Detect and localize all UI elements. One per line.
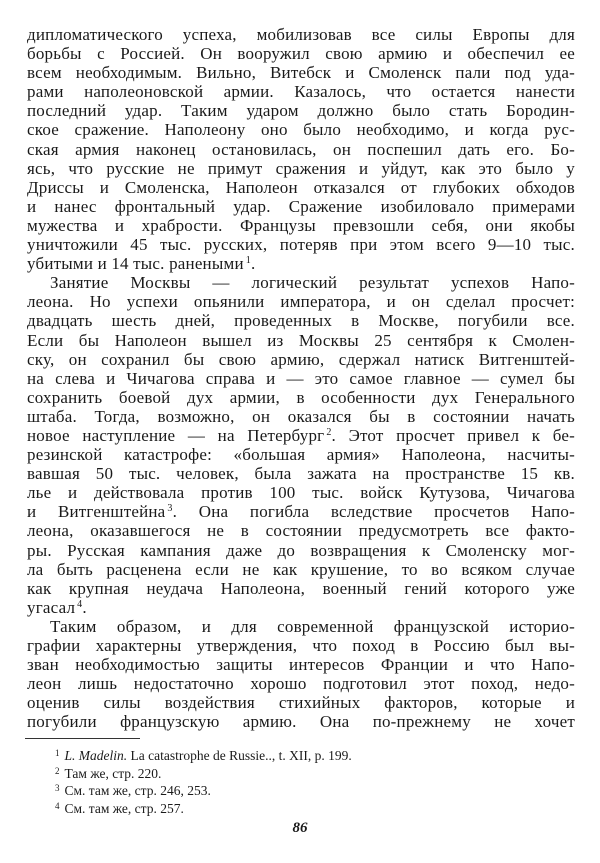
text-line <box>27 445 575 464</box>
text-line <box>27 541 575 560</box>
text-line <box>27 483 575 502</box>
line-text: дипломатического успеха, мобилизовав все силы Европы для <box>27 25 575 44</box>
text-line <box>27 292 575 311</box>
text-line <box>27 82 575 101</box>
line-text: последний удар. Таким ударом должно было стать Бородин- <box>27 101 575 121</box>
text-line <box>27 655 575 674</box>
line-text: вавшая 50 тыс. человек, была зажата на пространстве 15 кв. <box>27 464 575 484</box>
footnote-ref: 1 <box>245 255 251 267</box>
text-line <box>27 63 575 82</box>
footnote-ref: 4 <box>77 598 83 610</box>
text-line <box>27 502 575 521</box>
line-text: борьбы с Россией. Он вооружил свою армию и обеспечил ее <box>27 44 575 64</box>
page-number: 86 <box>292 820 308 836</box>
text-line <box>27 159 575 178</box>
text-line <box>27 407 575 426</box>
line-text: Дриссы и Смоленска, Наполеон отказался от глубоких обходов <box>27 177 575 197</box>
text-line <box>27 693 575 712</box>
line-text: угасал <box>27 597 76 617</box>
text-line <box>27 235 575 254</box>
text-line <box>27 120 575 139</box>
line-text: всем необходимым. Вильно, Витебск и Смоленск пали под уда- <box>27 63 575 83</box>
text-line <box>27 617 575 636</box>
line-text: зван необходимостью защиты интересов Франции и что Напо- <box>27 655 575 675</box>
text-line <box>27 426 575 445</box>
footnote-divider <box>25 738 140 739</box>
footnote-number: 3 <box>55 783 60 793</box>
line-text: Если бы Наполеон вышел из Москвы 25 сентября к Смолен- <box>27 330 575 350</box>
footnote <box>55 746 352 764</box>
footnote-ref: 2 <box>326 426 332 438</box>
text-line <box>27 140 575 159</box>
line-text: ская армия наконец остановилась, он поспешил дать его. Бо- <box>27 139 575 159</box>
line-text: мужества и храбрости. Французы превзошли себя, они якобы <box>27 215 575 235</box>
body-text <box>27 25 575 731</box>
footnote-text: См. там же, стр. 257. <box>64 800 184 816</box>
line-text: двадцать шесть дней, проведенных в Москве, погубили все. <box>27 311 575 331</box>
footnote-number: 2 <box>55 765 60 776</box>
footnote-text: La catastrophe de Russie.., t. XII, p. 199. <box>127 748 352 763</box>
text-line <box>27 197 575 216</box>
line-text: новое наступление — на Петербург <box>27 425 325 445</box>
line-text: уничтожили 45 тыс. русских, потеряв при этом всего 9—10 тыс. <box>27 235 575 255</box>
line-text-cont: . Этот просчет привел к бе- <box>331 425 575 445</box>
line-text: погубили французскую армию. Она по-прежнему не хочет <box>27 712 575 732</box>
line-text: штаба. Тогда, возможно, он оказался бы в состоянии начать <box>27 406 575 426</box>
text-line <box>27 636 575 655</box>
footnotes <box>55 746 352 816</box>
text-line <box>27 311 575 330</box>
text-line <box>27 350 575 369</box>
line-text: и нанес фронтальный удар. Сражение изобиловало примерами <box>27 196 575 216</box>
text-line <box>27 273 575 292</box>
line-text: леон лишь недостаточно хорошо подготовил этот поход, недо- <box>27 674 575 694</box>
line-text: убитыми и 14 тыс. ранеными <box>27 254 244 274</box>
footnote <box>55 764 352 782</box>
line-text: леона. Но успехи опьянили императора, и он сделал просчет: <box>27 292 575 312</box>
footnote-number: 4 <box>55 800 60 811</box>
line-text: резинской катастрофе: «большая армия» Наполеона, насчиты- <box>27 445 575 465</box>
footnote <box>55 781 352 799</box>
line-text-cont: . <box>82 597 87 617</box>
line-text: ры. Русская кампания даже до возвращения к Смоленску мог- <box>27 540 575 560</box>
text-line <box>27 712 575 731</box>
line-text: ское сражение. Наполеону оно было необходимо, и когда рус- <box>27 120 575 140</box>
line-text: и Витгенштейна <box>27 502 166 522</box>
text-line <box>27 579 575 598</box>
text-line <box>27 331 575 350</box>
line-text-cont: . <box>250 254 256 274</box>
line-text: Занятие Москвы — логический результат успехов Напо- <box>50 273 575 293</box>
text-line <box>27 216 575 235</box>
line-text: ла быть расценена если не как крушение, то во всяком случае <box>27 559 575 579</box>
line-text: лье и действовала против 100 тыс. войск Кутузова, Чичагова <box>27 483 575 503</box>
footnote-ref: 3 <box>167 503 173 515</box>
line-text: оценив силы воздействия стихийных факторов, которые и <box>27 693 575 713</box>
text-line <box>27 44 575 63</box>
text-line <box>27 464 575 483</box>
line-text: на слева и Чичагова справа и — это самое главное — сумел бы <box>27 368 575 388</box>
text-line <box>27 369 575 388</box>
footnote-text: См. там же, стр. 246, 253. <box>64 783 211 798</box>
line-text-cont: . Она погибла вследствие просчетов Напо- <box>172 502 575 522</box>
footnote-author: L. Madelin. <box>64 748 128 763</box>
line-text: рами наполеоновской армии. Казалось, что остается нанести <box>27 82 575 102</box>
footnote-number: 1 <box>55 748 60 758</box>
text-line <box>27 178 575 197</box>
footnote-text: Там же, стр. 220. <box>64 765 162 781</box>
line-text: графии характерны утверждения, что поход в Россию был вы- <box>27 636 575 655</box>
line-text: леона, оказавшегося не в состоянии предусмотреть все факто- <box>27 521 575 541</box>
line-text: ску, он сохранил бы свою армию, сдержал натиск Витгенштей- <box>27 349 575 369</box>
text-line <box>27 521 575 540</box>
line-text: ясь, что русские не примут сражения и уйдут, как это было у <box>27 158 575 178</box>
text-line <box>27 598 575 617</box>
text-line <box>27 560 575 579</box>
footnote <box>55 799 352 817</box>
line-text: сохранить боевой дух армии, в особенности дух Генерального <box>27 387 575 407</box>
text-line <box>27 388 575 407</box>
text-line <box>27 25 575 44</box>
line-text: как крупная неудача Наполеона, военный гений которого уже <box>27 578 575 598</box>
text-line <box>27 101 575 120</box>
line-text: Таким образом, и для современной французской историо- <box>50 616 575 636</box>
text-line <box>27 254 575 273</box>
text-line <box>27 674 575 693</box>
